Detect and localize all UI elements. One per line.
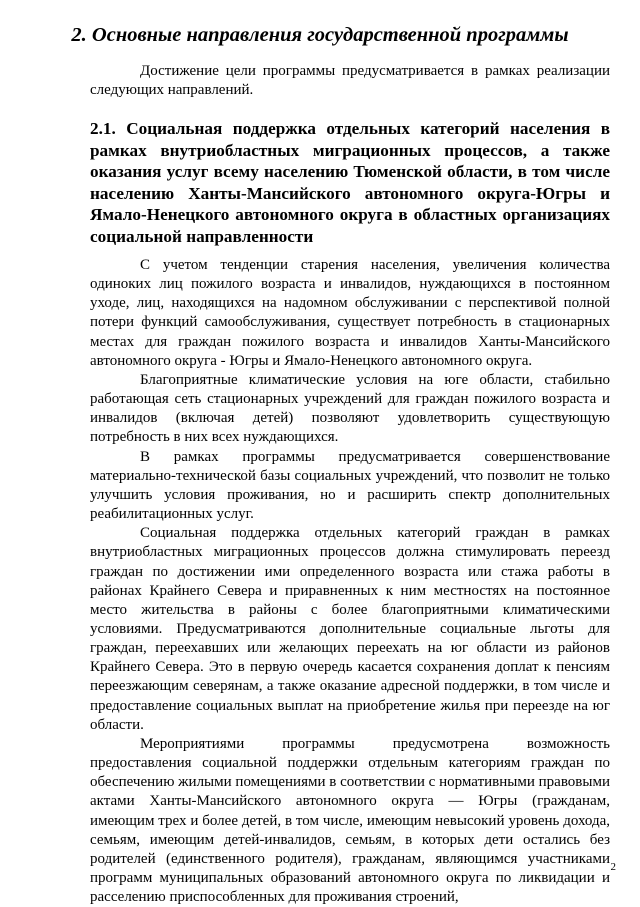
body-paragraph: В рамках программы предусматривается совершенствование материально-технической базы социальных учреждений, что позволит не только улучшить условия проживания, но и расширить спектр дополнительных реабилитационных услуг. — [90, 448, 610, 523]
intro-paragraph: Достижение цели программы предусматривается в рамках реализации следующих направлений. — [90, 63, 610, 98]
subsection-title: 2.1. Социальная поддержка отдельных категорий населения в рамках внутриобластных миграционных процессов, а также оказания услуг всему населению Тюменской области, в том числе населению Ханты-Мансийского автономного округа-Югры и Ямало-Ненецкого автономного округа в областных организациях социальной направленности — [90, 119, 610, 246]
body-paragraph: Социальная поддержка отдельных категорий граждан в рамках внутриобластных миграционных процессов должна стимулировать переезд граждан по достижении ими определенного возраста или стажа работы в районах Крайнего Севера и приравненных к ним местностях на постоянное место жительства в районы с более благоприятными климатическими условиями. Предусматриваются дополнительные социальные льготы для граждан, переехавших или желающих переехать на юг области из районов Крайнего Севера. Это в первую очередь касается сохранения доплат к пенсиям переезжающим северянам, а также оказание адресной поддержки, в том числе и предоставление социальных выплат на приобретение жилья при переезде на юг области. — [90, 525, 610, 733]
body-paragraph: Благоприятные климатические условия на юге области, стабильно работающая сеть стационарных учреждений для граждан пожилого возраста и инвалидов (включая детей) позволяют удовлетворить существующую потребность в них всех нуждающихся. — [90, 371, 610, 446]
body-paragraph: Мероприятиями программы предусмотрена возможность предоставления социальной поддержки отдельным категориям граждан по обеспечению жилыми помещениями в соответствии с нормативными правовыми актами Ханты-Мансийского автономного округа — Югры (гражданам, имеющим трех и более детей, в том числе, имеющим невысокий уровень дохода, семьям, имеющим детей-инвалидов, семьям, в которых дети остались без родителей (единственного родителя), гражданам, являющимся участниками программ муниципальных образований автономного округа по ликвидации и расселению приспособленных для проживания строений, — [90, 735, 610, 906]
page-number: 2 — [610, 861, 616, 873]
body-paragraph: С учетом тенденции старения населения, увеличения количества одиноких лиц пожилого возраста и инвалидов, нуждающихся в постоянном уходе, лиц, находящихся на надомном обслуживании с перспективой полной потери функций самообслуживания, существует потребность в стационарных местах для граждан пожилого возраста и инвалидов Ханты-Мансийского автономного округа - Югры и Ямало-Ненецкого автономного округа. — [90, 257, 610, 369]
body-text — [90, 256, 610, 907]
section-title: 2. Основные направления государственной программы — [71, 24, 569, 46]
